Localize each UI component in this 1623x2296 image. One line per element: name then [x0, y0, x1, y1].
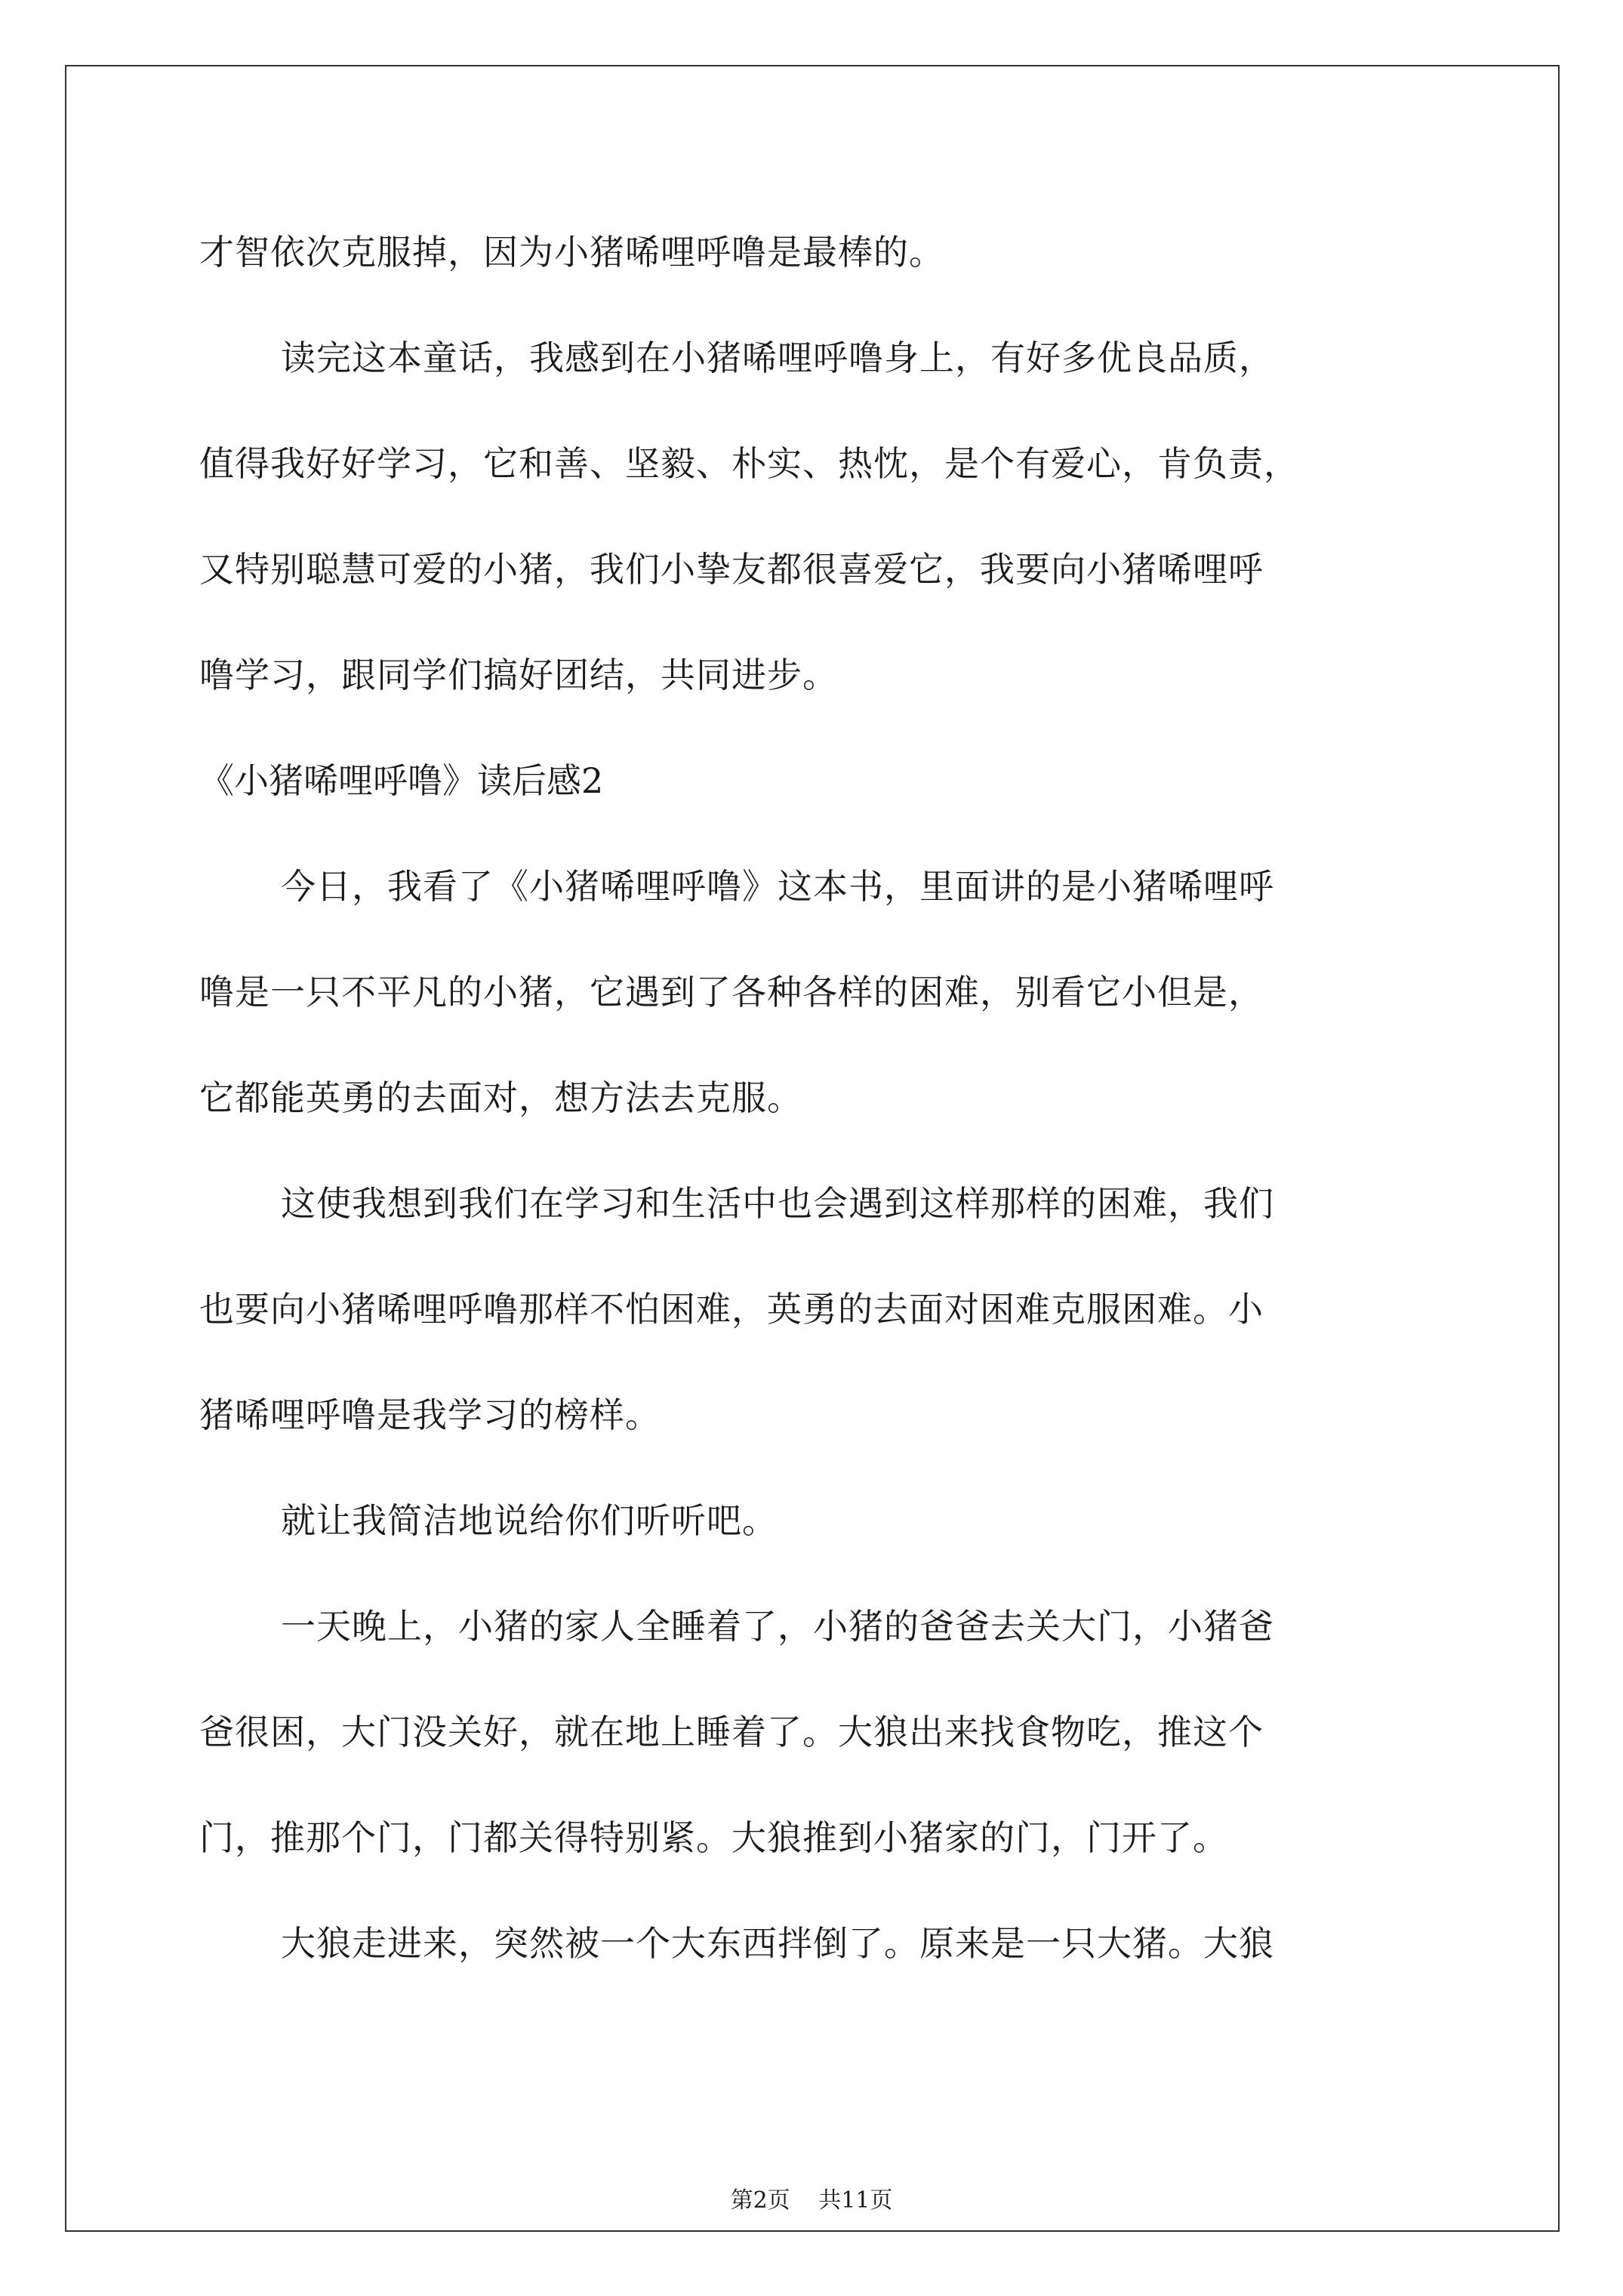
text-line: 值得我好好学习，它和善、坚毅、朴实、热忱，是个有爱心，肯负责， — [199, 443, 1299, 484]
text-line: 大狼走进来，突然被一个大东西拌倒了。原来是一只大猪。大狼 — [281, 1923, 1274, 1964]
text-line: 猪唏哩呼噜是我学习的榜样。 — [199, 1395, 661, 1435]
text-line: 才智依次克服掉，因为小猪唏哩呼噜是最棒的。 — [199, 232, 944, 273]
text-line: 噜是一只不平凡的小猪，它遇到了各种各样的困难，别看它小但是， — [199, 972, 1264, 1012]
text-line: 它都能英勇的去面对，想方法去克服。 — [199, 1077, 802, 1118]
text-line: 今日，我看了《小猪唏哩呼噜》这本书，里面讲的是小猪唏哩呼 — [281, 866, 1274, 907]
section-heading: 《小猪唏哩呼噜》读后感2 — [199, 760, 604, 801]
text-line: 门，推那个门，门都关得特别紧。大狼推到小猪家的门，门开了。 — [199, 1817, 1228, 1858]
text-line: 爸很困，大门没关好，就在地上睡着了。大狼出来找食物吃，推这个 — [199, 1712, 1264, 1752]
document-body — [199, 199, 1483, 1996]
text-line: 一天晚上，小猪的家人全睡着了，小猪的爸爸去关大门，小猪爸 — [281, 1606, 1274, 1647]
text-line: 就让我简洁地说给你们听听吧。 — [281, 1500, 778, 1541]
text-line: 噜学习，跟同学们搞好团结，共同进步。 — [199, 655, 838, 695]
page-footer — [0, 2186, 1623, 2216]
page-total: 共11页 — [818, 2187, 893, 2214]
text-line: 又特别聪慧可爱的小猪，我们小挚友都很喜爱它，我要向小猪唏哩呼 — [199, 549, 1264, 590]
text-line: 这使我想到我们在学习和生活中也会遇到这样那样的困难，我们 — [281, 1183, 1274, 1224]
page-number: 第2页 — [730, 2187, 790, 2214]
text-line: 读完这本童话，我感到在小猪唏哩呼噜身上，有好多优良品质， — [281, 337, 1274, 378]
text-line: 也要向小猪唏哩呼噜那样不怕困难，英勇的去面对困难克服困难。小 — [199, 1289, 1264, 1330]
